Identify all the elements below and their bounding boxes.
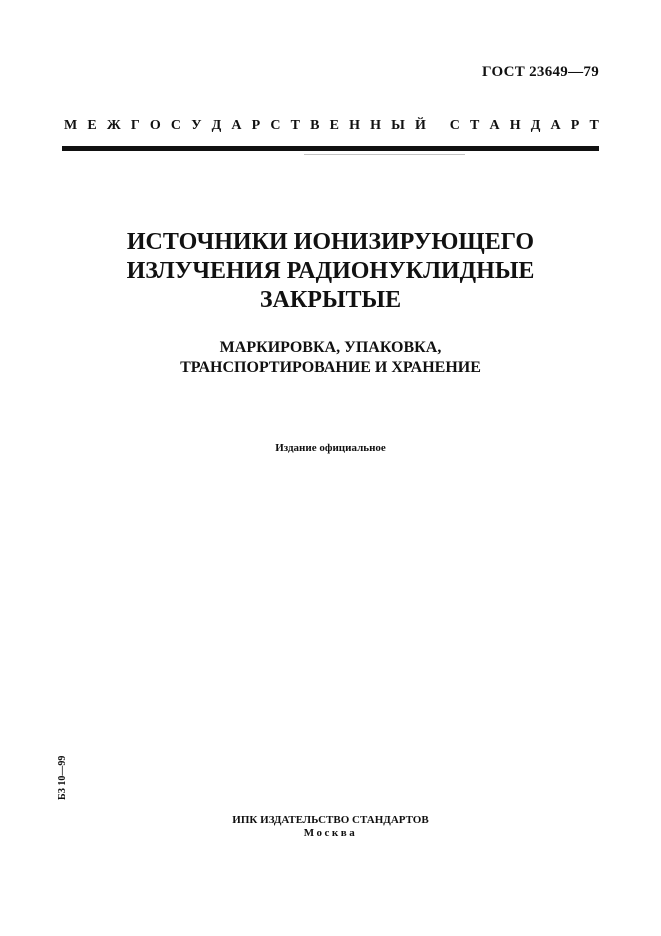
interstate-letter: М [64,118,78,133]
interstate-letter: Р [251,118,261,133]
publisher-city: Москва [303,827,358,839]
title-line-1: ИСТОЧНИКИ ИОНИЗИРУЮЩЕГО [126,229,535,255]
gost-number: ГОСТ 23649—79 [481,64,599,80]
interstate-letter: А [489,118,500,133]
interstate-letter: С [170,118,182,133]
interstate-letter: Д [211,118,222,133]
interstate-letter: Т [290,118,300,133]
interstate-letter: Н [349,118,360,133]
interstate-standard-heading [64,118,599,134]
title-line-3: ЗАКРЫТЫЕ [259,287,402,313]
interstate-letter: Е [87,118,97,133]
interstate-letter: Н [509,118,521,133]
edition-note: Издание официальное [275,442,386,454]
subtitle-line-2: ТРАНСПОРТИРОВАНИЕ И ХРАНЕНИЕ [180,359,481,376]
interstate-letter: Т [589,118,599,133]
interstate-letter: В [310,118,320,133]
document-subtitle [62,338,599,378]
interstate-gap [436,118,440,134]
interstate-letter: Ы [391,118,405,133]
interstate-letter: Н [370,118,381,133]
interstate-letter: О [149,118,161,133]
publisher-name: ИПК ИЗДАТЕЛЬСТВО СТАНДАРТОВ [232,814,429,826]
interstate-letter: Й [415,118,426,133]
interstate-letter: У [191,118,202,133]
header-rule [62,146,599,155]
interstate-letter: С [270,118,281,133]
interstate-letter: Р [570,118,580,133]
interstate-letter: С [449,118,460,133]
publisher-block [62,814,599,840]
interstate-letter: Ж [106,118,121,133]
interstate-letter: Г [130,118,140,133]
interstate-letter: Д [530,118,541,133]
title-line-2: ИЗЛУЧЕНИЯ РАДИОНУКЛИДНЫЕ [126,258,535,284]
side-code: БЗ 10—99 [57,755,68,800]
interstate-letter: Т [469,118,480,133]
interstate-letter: Е [329,118,339,133]
header-rule-thick [62,146,599,151]
subtitle-line-1: МАРКИРОВКА, УПАКОВКА, [219,339,442,356]
interstate-letter: А [550,118,561,133]
interstate-letter: А [231,118,242,133]
document-title [62,228,599,315]
header-rule-thin [304,154,465,155]
